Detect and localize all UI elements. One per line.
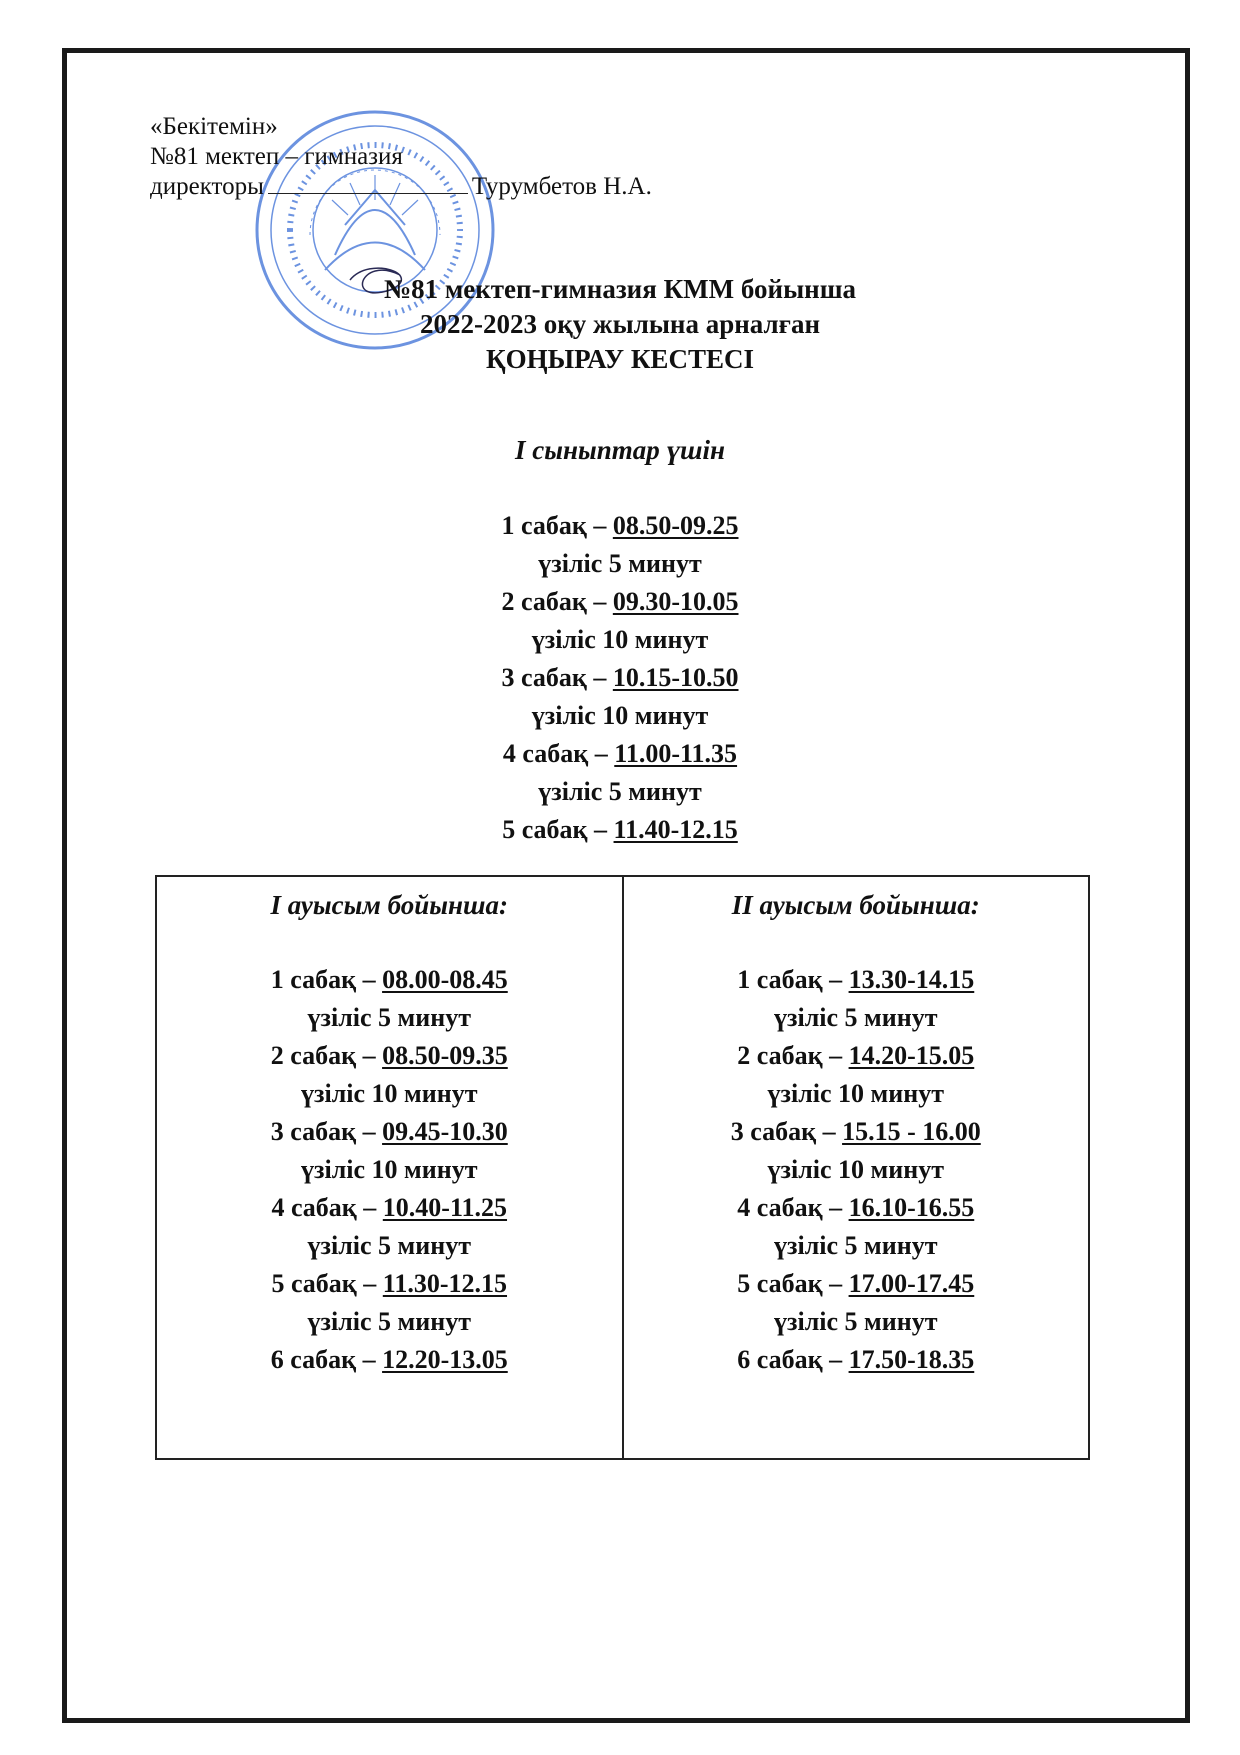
title-line-1: №81 мектеп-гимназия КММ бойынша bbox=[383, 274, 857, 304]
break-row bbox=[624, 999, 1089, 1037]
break-row bbox=[0, 545, 1240, 583]
lesson-label: 4 сабақ – bbox=[737, 1193, 849, 1222]
lesson-label: 3 сабақ – bbox=[730, 1117, 843, 1146]
lesson-row bbox=[624, 1189, 1089, 1227]
break-row bbox=[157, 1075, 622, 1113]
break-row bbox=[157, 1227, 622, 1265]
lesson-row bbox=[624, 1037, 1089, 1075]
director-name: Турумбетов Н.А. bbox=[471, 173, 652, 200]
break-label: үзіліс 10 минут bbox=[531, 625, 709, 654]
lesson-label: 1 сабақ – bbox=[737, 965, 849, 994]
lesson-label: 1 сабақ – bbox=[501, 511, 613, 540]
lesson-label: 4 сабақ – bbox=[271, 1193, 383, 1222]
lesson-row bbox=[157, 961, 622, 999]
lesson-row bbox=[0, 507, 1240, 545]
break-label: үзіліс 5 минут bbox=[774, 1003, 938, 1032]
lesson-row bbox=[0, 583, 1240, 621]
break-row bbox=[157, 1303, 622, 1341]
break-label: үзіліс 5 минут bbox=[538, 777, 702, 806]
document-title bbox=[0, 272, 1240, 377]
lesson-time: 08.50-09.35 bbox=[382, 1041, 508, 1070]
break-label: үзіліс 10 минут bbox=[767, 1079, 944, 1108]
break-row bbox=[624, 1075, 1089, 1113]
break-label: үзіліс 10 минут bbox=[767, 1155, 944, 1184]
lesson-time: 12.20-13.05 bbox=[382, 1345, 508, 1374]
break-row bbox=[0, 697, 1240, 735]
lesson-label: 1 сабақ – bbox=[270, 965, 383, 994]
lesson-time: 14.20-15.05 bbox=[848, 1041, 975, 1070]
break-label: үзіліс 10 минут bbox=[301, 1079, 478, 1108]
lesson-label: 5 сабақ – bbox=[502, 815, 614, 844]
break-row bbox=[0, 773, 1240, 811]
shift-1-heading: І ауысым бойынша: bbox=[270, 890, 508, 920]
lesson-row bbox=[624, 1113, 1089, 1151]
shift-2-schedule bbox=[624, 961, 1089, 1379]
break-row bbox=[157, 999, 622, 1037]
lesson-time: 08.50-09.25 bbox=[612, 511, 739, 540]
lesson-label: 4 сабақ – bbox=[502, 739, 615, 768]
lesson-label: 6 сабақ – bbox=[737, 1345, 849, 1374]
title-line-2: 2022-2023 оқу жылына арналған bbox=[419, 309, 821, 339]
break-label: үзіліс 5 минут bbox=[307, 1307, 471, 1336]
break-label: үзіліс 5 минут bbox=[538, 549, 702, 578]
title-line-3: ҚОҢЫРАУ КЕСТЕСІ bbox=[486, 344, 754, 374]
shift-1-column bbox=[157, 877, 622, 1458]
break-row bbox=[624, 1151, 1089, 1189]
lesson-label: 3 сабақ – bbox=[501, 663, 613, 692]
lesson-label: 2 сабақ – bbox=[737, 1041, 849, 1070]
lesson-time: 15.15 - 16.00 bbox=[842, 1117, 981, 1146]
break-label: үзіліс 5 минут bbox=[774, 1231, 938, 1260]
shift-1-schedule bbox=[157, 961, 622, 1379]
lesson-row bbox=[624, 961, 1089, 999]
lesson-row bbox=[157, 1189, 622, 1227]
approval-line-director bbox=[150, 172, 652, 202]
director-label: директоры bbox=[150, 173, 264, 200]
lesson-label: 3 сабақ – bbox=[270, 1117, 383, 1146]
lesson-row bbox=[157, 1341, 622, 1379]
lesson-time: 08.00-08.45 bbox=[382, 965, 508, 994]
break-label: үзіліс 10 минут bbox=[531, 701, 709, 730]
break-row bbox=[624, 1227, 1089, 1265]
lesson-label: 6 сабақ – bbox=[270, 1345, 383, 1374]
lesson-time: 10.15-10.50 bbox=[612, 663, 739, 692]
lesson-row bbox=[624, 1265, 1089, 1303]
lesson-row bbox=[0, 735, 1240, 773]
shift-2-heading: ІІ ауысым бойынша: bbox=[731, 890, 980, 920]
lesson-time: 10.40-11.25 bbox=[382, 1193, 508, 1222]
lesson-row bbox=[0, 811, 1240, 849]
first-grade-heading: І сыныптар үшін bbox=[515, 435, 725, 465]
approval-line-school: №81 мектеп – гимназия bbox=[150, 143, 403, 170]
lesson-time: 17.50-18.35 bbox=[848, 1345, 975, 1374]
break-row bbox=[0, 621, 1240, 659]
lesson-time: 17.00-17.45 bbox=[848, 1269, 975, 1298]
break-row bbox=[624, 1303, 1089, 1341]
lesson-time: 16.10-16.55 bbox=[848, 1193, 975, 1222]
lesson-label: 2 сабақ – bbox=[501, 587, 613, 616]
break-label: үзіліс 5 минут bbox=[774, 1307, 938, 1336]
first-grade-schedule bbox=[0, 507, 1240, 849]
lesson-time: 11.30-12.15 bbox=[382, 1269, 508, 1298]
approval-line-approve: «Бекітемін» bbox=[150, 113, 278, 140]
lesson-row bbox=[0, 659, 1240, 697]
signature-line bbox=[268, 173, 468, 194]
lesson-label: 2 сабақ – bbox=[270, 1041, 383, 1070]
break-label: үзіліс 5 минут bbox=[307, 1003, 471, 1032]
shift-schedule-table bbox=[155, 875, 1090, 1460]
lesson-time: 09.45-10.30 bbox=[382, 1117, 508, 1146]
break-label: үзіліс 10 минут bbox=[301, 1155, 478, 1184]
lesson-time: 13.30-14.15 bbox=[848, 965, 975, 994]
lesson-time: 11.00-11.35 bbox=[614, 739, 738, 768]
lesson-time: 11.40-12.15 bbox=[613, 815, 738, 844]
shift-2-column bbox=[622, 877, 1089, 1458]
lesson-time: 09.30-10.05 bbox=[612, 587, 739, 616]
lesson-label: 5 сабақ – bbox=[271, 1269, 383, 1298]
approval-block bbox=[150, 112, 652, 202]
break-row bbox=[157, 1151, 622, 1189]
lesson-row bbox=[157, 1113, 622, 1151]
lesson-row bbox=[624, 1341, 1089, 1379]
break-label: үзіліс 5 минут bbox=[307, 1231, 471, 1260]
lesson-row bbox=[157, 1037, 622, 1075]
lesson-label: 5 сабақ – bbox=[737, 1269, 849, 1298]
lesson-row bbox=[157, 1265, 622, 1303]
